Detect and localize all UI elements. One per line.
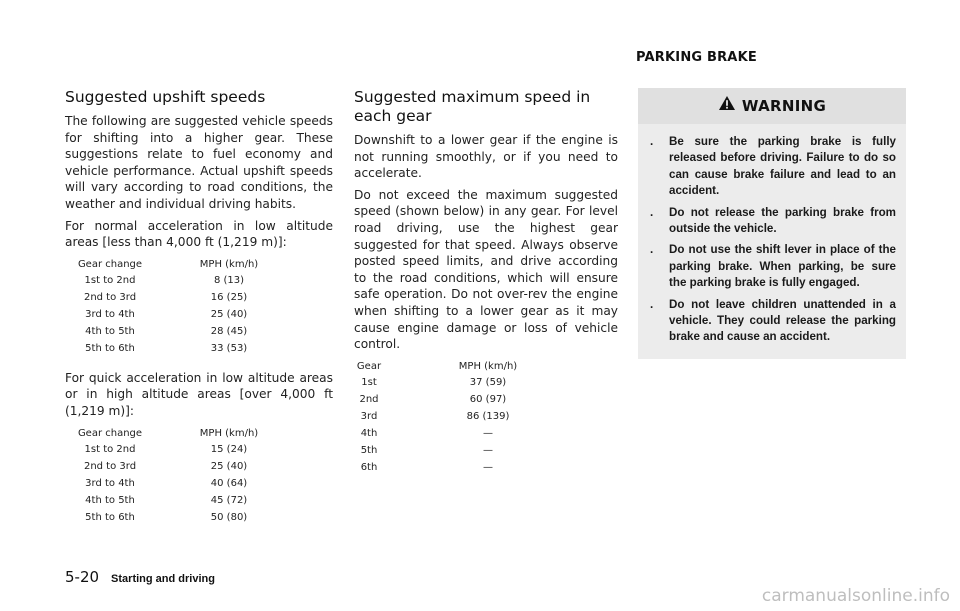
page-footer [65, 568, 215, 586]
speed-cell: 50 (80) [210, 511, 248, 523]
warning-text: Do not use the shift lever in place of the parking brake. When parking, be sure the parking brake is fully engaged. [669, 243, 896, 290]
gear-cell: 6th [360, 461, 378, 473]
speed-header: MPH (km/h) [199, 258, 259, 270]
table-row [65, 275, 289, 292]
speed-cell: 25 (40) [210, 308, 248, 320]
upshift-heading: Suggested upshift speeds [65, 88, 266, 106]
max-speed-table [354, 361, 548, 479]
gear-cell: 3rd [360, 410, 378, 422]
quick-accel-table [65, 428, 289, 529]
gear-change-cell: 5th to 6th [85, 511, 135, 523]
bullet: . [650, 243, 654, 257]
warning-text: Be sure the parking brake is fully released before driving. Failure to do so can cause brake failure and lead to an accident. [669, 135, 896, 198]
speed-cell: 60 (97) [469, 393, 507, 405]
table-row [354, 394, 548, 411]
table-row [65, 292, 289, 309]
gear-change-header: Gear change [77, 427, 143, 439]
gear-change-cell: 3rd to 4th [85, 308, 135, 320]
speed-cell: 16 (25) [210, 291, 248, 303]
section-header: PARKING BRAKE [636, 50, 757, 65]
upshift-column [65, 88, 333, 539]
table-row [65, 309, 289, 326]
table-row [65, 512, 289, 529]
speed-cell: — [483, 427, 493, 439]
gear-cell: 5th [360, 444, 378, 456]
bullet: . [650, 205, 654, 219]
gear-change-cell: 1st to 2nd [84, 274, 136, 286]
watermark: carmanualsonline.info [761, 586, 950, 606]
list-item [650, 297, 896, 346]
normal-accel-table [65, 259, 289, 360]
table-row [65, 326, 289, 343]
gear-cell: 4th [360, 427, 378, 439]
gear-change-cell: 5th to 6th [85, 342, 135, 354]
table-header-row [65, 428, 289, 444]
list-item [650, 205, 896, 238]
warning-header [638, 88, 906, 124]
speed-cell: 45 (72) [210, 494, 248, 506]
bullet: . [650, 135, 654, 148]
table-row [354, 377, 548, 394]
gear-cell: 2nd [359, 393, 379, 405]
table-row [65, 343, 289, 360]
warning-text: Do not release the parking brake from outside the vehicle. [669, 205, 896, 236]
speed-cell: — [483, 444, 493, 456]
table-row [354, 462, 548, 479]
table-row [65, 444, 289, 461]
speed-header: MPH (km/h) [199, 427, 259, 439]
max-speed-text: Do not exceed the maximum suggested speed (shown below) in any gear. For level road driving, use the highest gear suggested for that speed. Always observe posted speed limits, and drive according to the road conditions, which will ensure safe operation. Do not over-rev the engine when shifting to a lower gear as it may cause engine damage or loss of vehicle control. [354, 187, 618, 352]
table-row [65, 495, 289, 512]
gear-change-cell: 4th to 5th [85, 494, 135, 506]
warning-title: WARNING [741, 97, 827, 115]
max-speed-heading: Suggested maximum speed in each gear [354, 88, 591, 125]
max-speed-column [354, 88, 618, 489]
gear-change-cell: 2nd to 3rd [83, 291, 137, 303]
page-number: 5-20 [65, 568, 100, 586]
list-item [650, 134, 896, 200]
speed-cell: 37 (59) [469, 376, 507, 388]
speed-cell: — [483, 461, 493, 473]
gear-header: Gear [356, 360, 382, 372]
speed-cell: 28 (45) [210, 325, 248, 337]
table-row [354, 445, 548, 462]
quick-accel-text: For quick acceleration in low altitude areas or in high altitude areas [over 4,000 ft (1,219 m)]: [65, 370, 333, 418]
warning-box [638, 88, 906, 359]
warning-text: Do not leave children unattended in a vehicle. They could release the parking brake and cause an accident. [669, 297, 896, 344]
table-row [354, 411, 548, 428]
gear-cell: 1st [361, 376, 377, 388]
table-row [354, 428, 548, 445]
upshift-intro: The following are suggested vehicle speeds for shifting into a higher gear. These suggestions relate to fuel economy and vehicle performance. Actual upshift speeds will vary according to road conditions, the weather and individual driving habits. [65, 114, 333, 211]
speed-header: MPH (km/h) [458, 360, 518, 372]
warning-list [638, 124, 906, 359]
gear-change-cell: 1st to 2nd [84, 443, 136, 455]
table-row [65, 461, 289, 478]
speed-cell: 40 (64) [210, 477, 248, 489]
speed-cell: 8 (13) [213, 274, 245, 286]
speed-cell: 86 (139) [466, 410, 510, 422]
gear-change-cell: 2nd to 3rd [83, 460, 137, 472]
chapter-title: Starting and driving [111, 573, 215, 585]
table-row [65, 478, 289, 495]
normal-accel-text: For normal acceleration in low altitude areas [less than 4,000 ft (1,219 m)]: [65, 218, 333, 250]
table-header-row [354, 361, 548, 377]
gear-change-cell: 3rd to 4th [85, 477, 135, 489]
downshift-text: Downshift to a lower gear if the engine is not running smoothly, or if you need to accelerate. [354, 133, 618, 181]
bullet: . [650, 297, 654, 311]
speed-cell: 33 (53) [210, 342, 248, 354]
list-item [650, 242, 896, 291]
speed-cell: 15 (24) [210, 443, 248, 455]
warning-column [638, 88, 906, 359]
gear-change-cell: 4th to 5th [85, 325, 135, 337]
table-header-row [65, 259, 289, 275]
speed-cell: 25 (40) [210, 460, 248, 472]
gear-change-header: Gear change [77, 258, 143, 270]
warning-triangle-icon [718, 95, 736, 111]
